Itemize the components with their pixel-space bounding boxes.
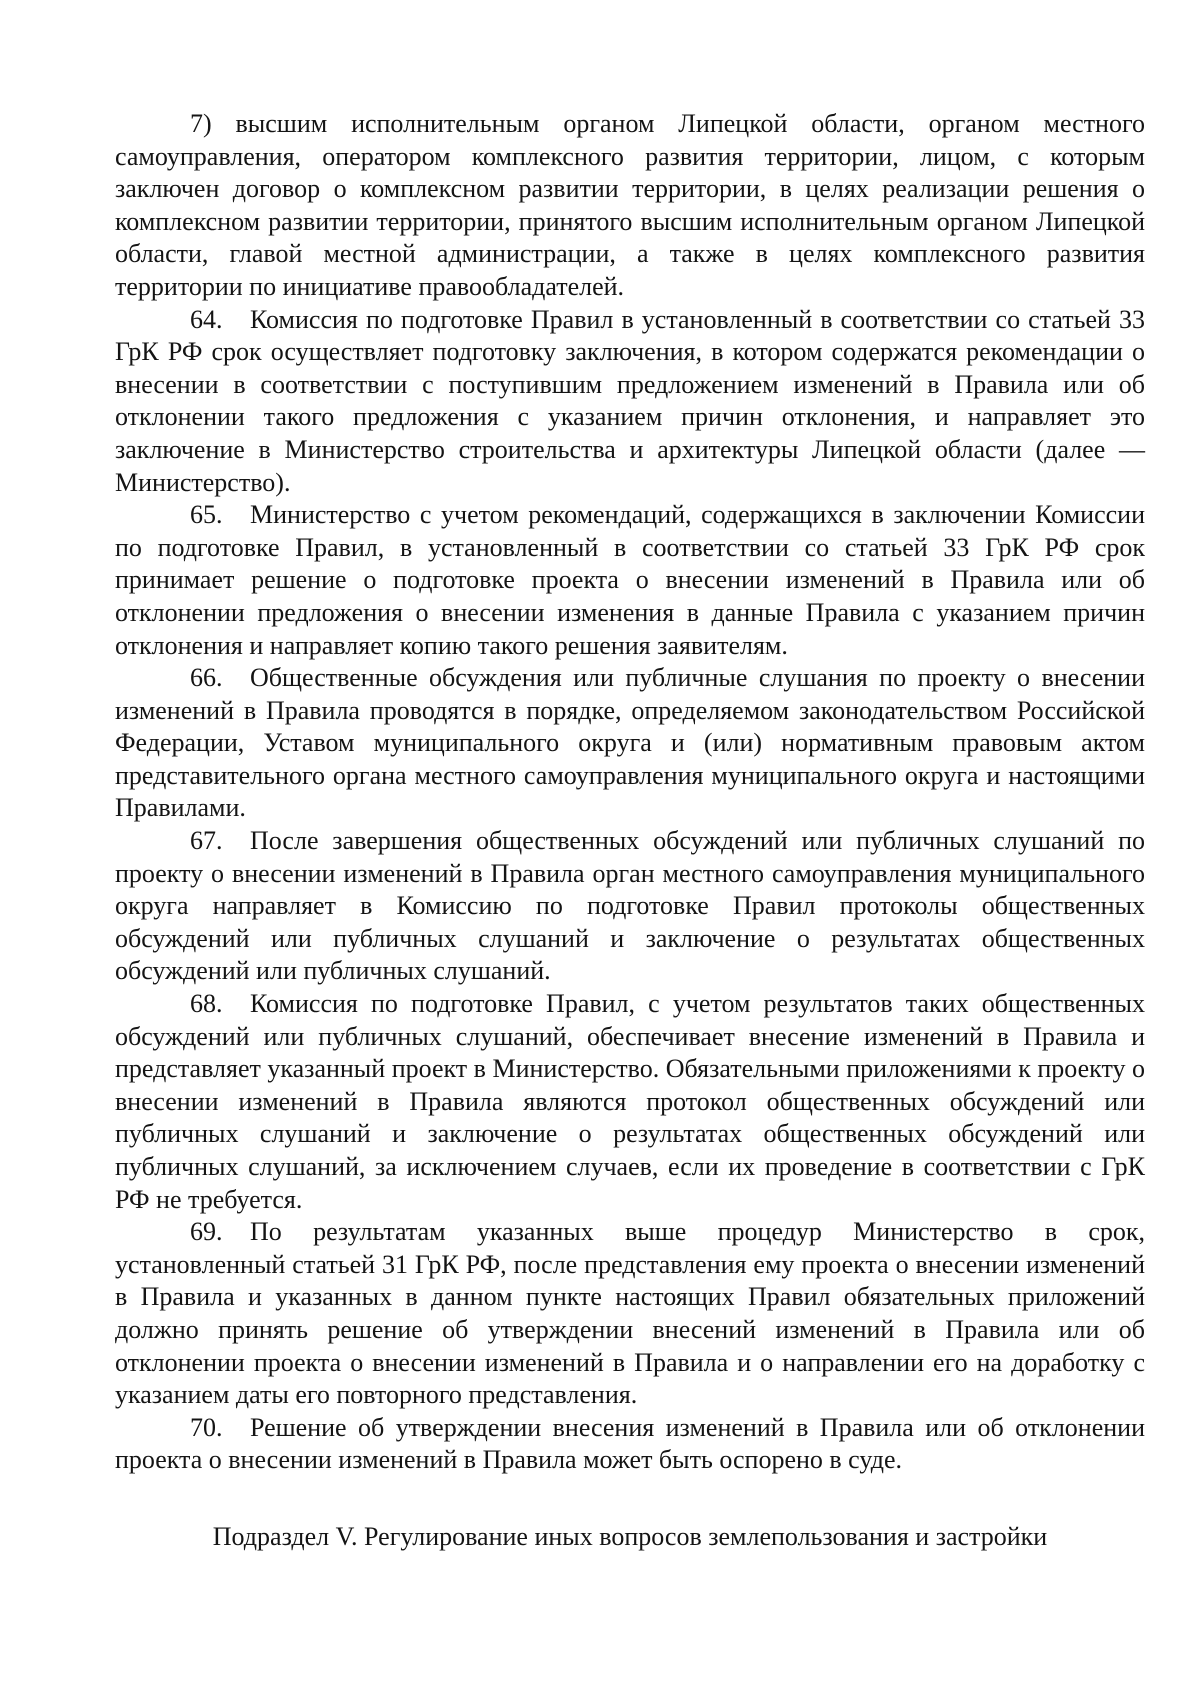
paragraph-number: 64.: [190, 304, 223, 334]
paragraph-number: 70.: [190, 1412, 223, 1442]
paragraph-text: Общественные обсуждения или публичные слушания по проекту о внесении изменений в Правила проводятся в порядке, определяемом законодательством Российской Федерации, Уставом муниципального округа и (или) нормативным правовым актом представительного органа местного самоуправления муниципального округа и настоящими Правилами.: [115, 663, 1145, 823]
paragraph-text: Комиссия по подготовке Правил в установленный в соответствии со статьей 33 ГрК РФ срок осуществляет подготовку заключения, в котором содержатся рекомендации о внесении в соответствии с поступившим предложением изменений в Правила или об отклонении такого предложения с указанием причин отклонения, и направляет это заключение в Министерство строительства и архитектуры Липецкой области (далее — Министерство).: [115, 304, 1145, 497]
paragraph-number: 67.: [190, 826, 223, 856]
paragraph-68: [115, 988, 1145, 1216]
paragraph-number: 65.: [190, 500, 223, 530]
paragraph-65: [115, 499, 1145, 662]
paragraph-text: Решение об утверждении внесения изменений в Правила или об отклонении проекта о внесении изменений в Правила может быть оспорено в суде.: [115, 1412, 1145, 1475]
paragraph-66: [115, 662, 1145, 825]
paragraph-64: [115, 304, 1145, 500]
paragraph-text: Министерство с учетом рекомендаций, содержащихся в заключении Комиссии по подготовке Правил, в установленный в соответствии со статьей 33 ГрК РФ срок принимает решение о подготовке проекта о внесении изменений в Правила или об отклонении предложения о внесении изменения в данные Правила с указанием причин отклонения и направляет копию такого решения заявителям.: [115, 500, 1145, 660]
paragraph-text: После завершения общественных обсуждений или публичных слушаний по проекту о внесении изменений в Правила орган местного самоуправления муниципального округа направляет в Комиссию по подготовке Правил протоколы общественных обсуждений или публичных слушаний и заключение о результатах общественных обсуждений или публичных слушаний.: [115, 826, 1145, 986]
subsection-heading: Подраздел V. Регулирование иных вопросов землепользования и застройки: [212, 1521, 1048, 1551]
paragraph-number: 68.: [190, 989, 223, 1019]
paragraph-67: [115, 825, 1145, 988]
paragraph-number: 69.: [190, 1217, 223, 1247]
paragraph-text: 7) высшим исполнительным органом Липецкой области, органом местного самоуправления, оператором комплексного развития территории, лицом, с которым заключен договор о комплексном развитии территории, в целях реализации решения о комплексном развитии территории, принятого высшим исполнительным органом Липецкой области, главой местной администрации, а также в целях комплексного развития территории по инициативе правообладателей.: [115, 109, 1145, 301]
paragraph-item-7: [115, 108, 1145, 304]
paragraph-text: По результатам указанных выше процедур Министерство в срок, установленный статьей 31 ГрК РФ, после представления ему проекта о внесении изменений в Правила и указанных в данном пункте настоящих Правил обязательных приложений должно принять решение об утверждении внесений изменений в Правила или об отклонении проекта о внесении изменений в Правила и о направлении его на доработку с указанием даты его повторного представления.: [115, 1217, 1145, 1410]
paragraph-69: [115, 1216, 1145, 1412]
paragraph-number: 66.: [190, 663, 223, 693]
paragraph-text: Комиссия по подготовке Правил, с учетом результатов таких общественных обсуждений или публичных слушаний, обеспечивает внесение изменений в Правила и представляет указанный проект в Министерство. Обязательными приложениями к проекту о внесении изменений в Правила являются протокол общественных обсуждений или публичных слушаний и заключение о результатах общественных обсуждений или публичных слушаний, за исключением случаев, если их проведение в соответствии с ГрК РФ не требуется.: [115, 989, 1145, 1214]
paragraph-70: [115, 1412, 1145, 1477]
